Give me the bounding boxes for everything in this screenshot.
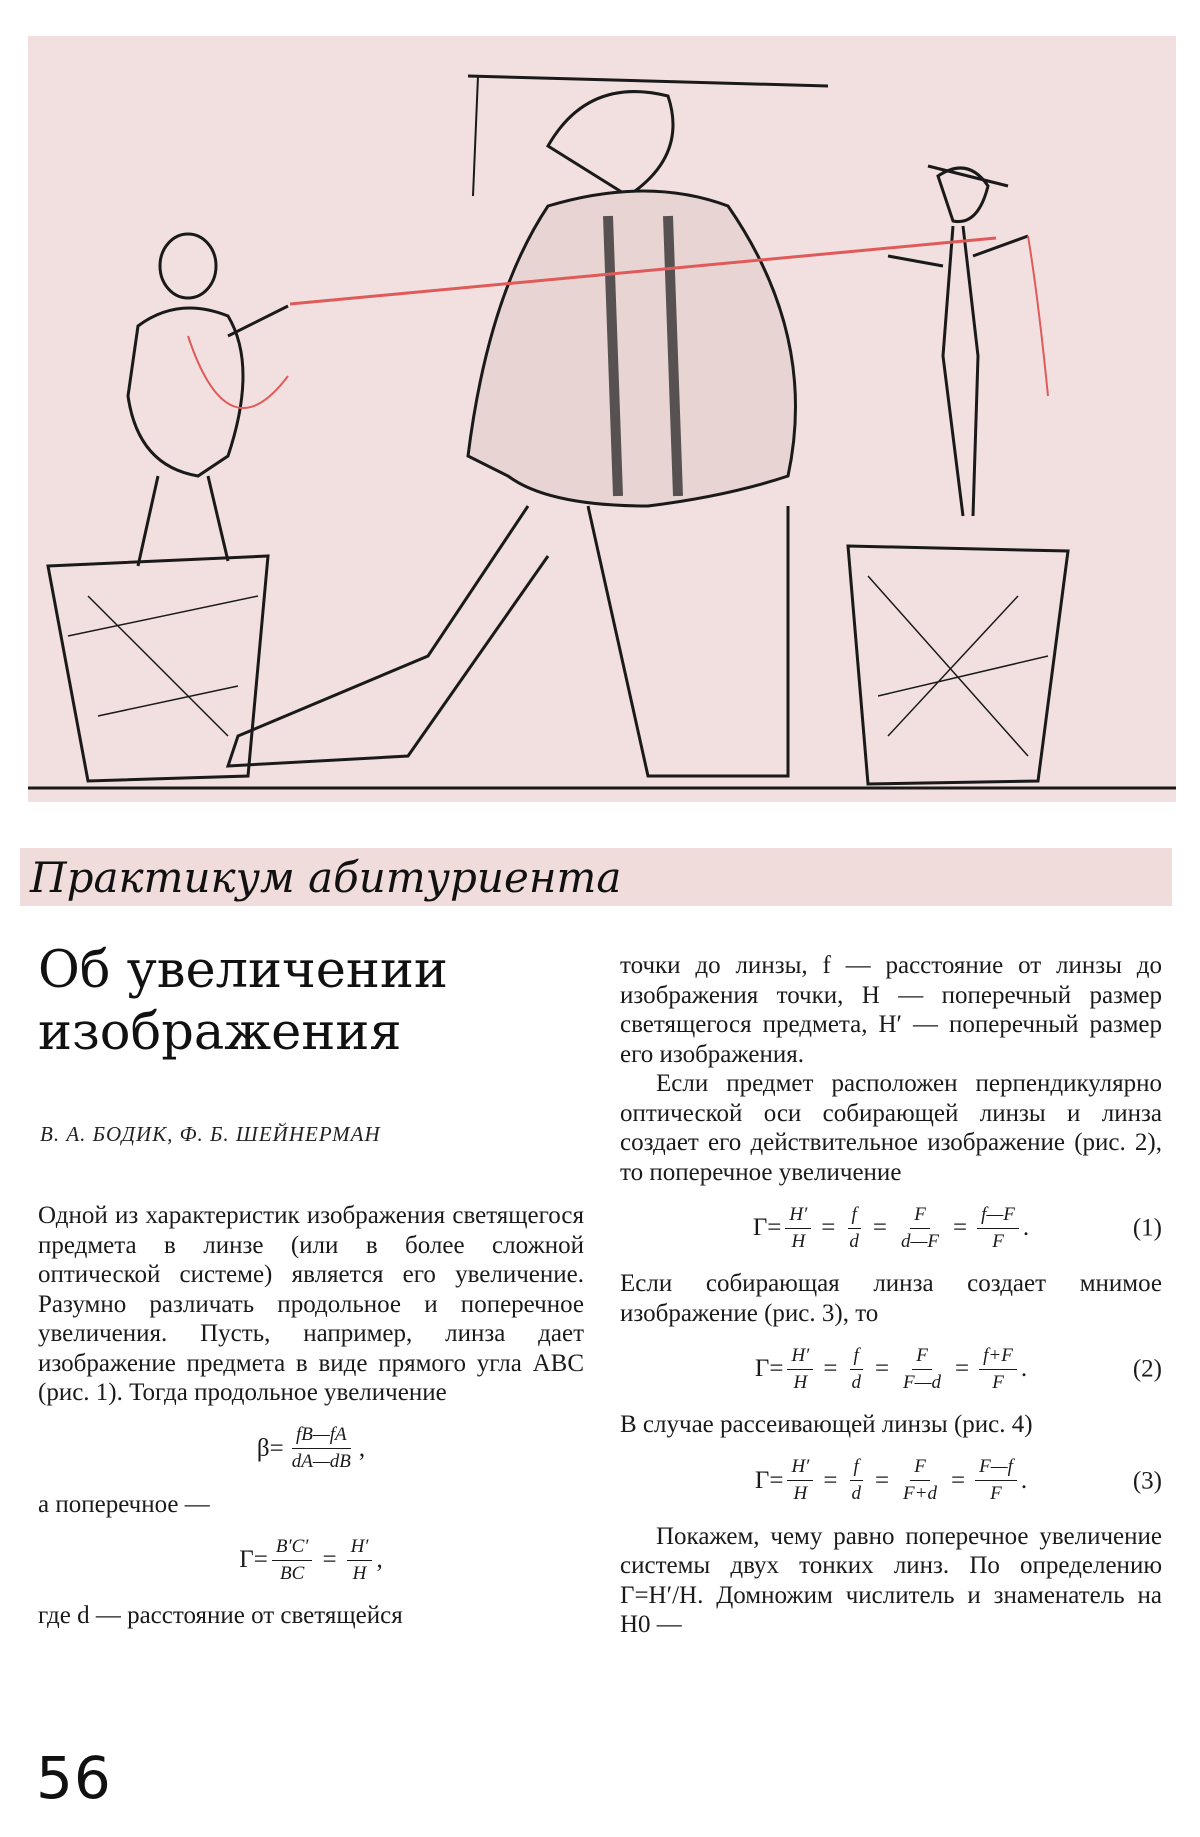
illustration — [28, 36, 1176, 802]
equation-2-frac-1 — [787, 1345, 813, 1394]
right-paragraph-4: В случае рассеивающей линзы (рис. 4) — [620, 1411, 1033, 1438]
equation-3-num-2: f — [850, 1456, 863, 1481]
equation-3-den-1: H — [793, 1483, 808, 1504]
right-paragraph-2: Если предмет расположен перпендикулярно оптической оси собирающей линзы и линза создает его действительное изображение (рис. 2), то поперечное увеличение — [620, 1070, 1162, 1186]
equation-gamma-fraction-2 — [347, 1536, 373, 1585]
equation-1-num-2: f — [848, 1204, 861, 1229]
equation-3-den-2: d — [851, 1483, 861, 1504]
equation-2: Г= $\frac{H'}{H}$ = $\frac{f}{d}$ = $\frac{F}{F—d}$ = $\frac{f+F}{F}$ . (2) — [754, 1344, 1162, 1393]
equation-1-num-3: F — [910, 1204, 930, 1229]
ink-drawing — [28, 36, 1176, 802]
equation-2-num-2: f — [850, 1345, 863, 1370]
equation-2-den-2: d — [851, 1371, 861, 1393]
equation-2-num-4: f+F — [979, 1345, 1017, 1370]
equation-3-number: (3) — [1132, 1466, 1162, 1494]
equation-1-den-1: H — [791, 1230, 806, 1252]
equation-gamma-num-2: H′ — [347, 1536, 373, 1561]
equation-beta-lhs: β= — [256, 1434, 284, 1462]
left-paragraph-3: где d — расстояние от светящейся — [38, 1602, 403, 1629]
equation-2-lhs: Г= — [754, 1355, 784, 1383]
equation-gamma: Г= $\frac{B'C'}{BC}$ = $\frac{H'}{H}$ , — [239, 1535, 383, 1584]
equation-2-number: (2) — [1132, 1355, 1162, 1383]
equation-3-lhs: Г= — [754, 1466, 784, 1494]
equation-3-frac-1 — [787, 1456, 813, 1505]
left-paragraph-1: Одной из характеристик изображения светящегося предмета в линзе (или в более сложной оптической системе) является его увеличение. Разумно различать продольное и поперечное увеличения. Пусть, например, линза дает изображение предмета в виде прямого угла ABC (рис. 1). Тогда продольное увеличение — [38, 1202, 584, 1406]
equation-1-num-4: f—F — [977, 1204, 1019, 1229]
equation-beta-denominator: dA—dB — [291, 1451, 351, 1472]
equation-2-den-3: F—d — [903, 1371, 942, 1393]
right-paragraph-3: Если собирающая линза создает мнимое изображение (рис. 3), то — [620, 1270, 1162, 1327]
equation-1-den-4: F — [992, 1230, 1004, 1252]
right-paragraph-5: Покажем, чему равно поперечное увеличение системы двух тонких линз. По определению Г=H′/H. Домножим числитель и знаменатель на H0 — — [620, 1522, 1162, 1638]
equation-beta-fraction — [288, 1424, 355, 1473]
equation-gamma-fraction-1 — [272, 1536, 313, 1585]
article-authors: В. А. БОДИК, Ф. Б. ШЕЙНЕРМАН — [40, 1122, 381, 1146]
equation-1-frac-1 — [785, 1204, 811, 1253]
equation-1-frac-4 — [977, 1204, 1019, 1253]
equation-gamma-lhs: Г= — [239, 1546, 268, 1574]
equation-3-num-3: F — [910, 1456, 930, 1481]
equation-3: Г= $\frac{H'}{H}$ = $\frac{f}{d}$ = $\frac{F}{F+d}$ = $\frac{F—f}{F}$ . (3) — [754, 1456, 1162, 1504]
equation-beta: β= $\frac{fB—fA}{dA—dB}$ , — [256, 1424, 366, 1472]
page-number: 56 — [36, 1744, 112, 1812]
right-paragraph-1: точки до линзы, f — расстояние от линзы до изображения точки, H — поперечный размер светящегося предмета, H′ — поперечный размер его изображения. — [620, 952, 1162, 1068]
equation-1-number: (1) — [1132, 1214, 1162, 1242]
equation-3-frac-3 — [899, 1456, 941, 1505]
equation-2-num-1: H′ — [787, 1345, 813, 1370]
equation-gamma-num-1: B′C′ — [272, 1536, 313, 1561]
equation-2-frac-2 — [847, 1345, 865, 1394]
equation-1-frac-3 — [897, 1204, 943, 1253]
left-paragraph-2: а поперечное — — [38, 1490, 210, 1518]
banner-heading: Практикум абитуриента — [30, 853, 622, 902]
equation-gamma-den-2: H — [352, 1562, 367, 1584]
equation-1-den-2: d — [849, 1230, 859, 1252]
equation-2-den-4: F — [992, 1371, 1004, 1393]
equation-gamma-den-1: BC — [280, 1562, 305, 1584]
left-column — [38, 1201, 584, 1631]
equation-2-frac-4 — [979, 1345, 1017, 1394]
equation-1-den-3: d—F — [901, 1230, 940, 1252]
equation-1-num-1: H′ — [785, 1204, 811, 1229]
equation-3-num-4: F—f — [975, 1456, 1017, 1481]
equation-3-den-4: F — [990, 1483, 1002, 1504]
article-title-line1: Об увеличении — [38, 941, 448, 1000]
equation-3-frac-2 — [847, 1456, 865, 1505]
right-column — [620, 951, 1162, 1640]
equation-3-num-1: H′ — [787, 1456, 813, 1481]
article-title — [38, 940, 598, 1064]
equation-2-frac-3 — [899, 1345, 945, 1394]
article-title-line2: изображения — [38, 1003, 402, 1062]
equation-beta-numerator: fB—fA — [292, 1424, 351, 1449]
equation-1-frac-2 — [845, 1204, 863, 1253]
equation-1-lhs: Г= — [752, 1214, 782, 1242]
equation-1: Г= $\frac{H'}{H}$ = $\frac{f}{d}$ = $\frac{F}{d—F}$ = $\frac{f—F}{F}$ . (1) — [752, 1203, 1162, 1252]
section-banner — [20, 848, 1172, 906]
equation-3-den-3: F+d — [903, 1483, 937, 1504]
equation-3-frac-4 — [975, 1456, 1017, 1505]
equation-2-den-1: H — [793, 1371, 808, 1393]
equation-2-num-3: F — [912, 1345, 932, 1370]
